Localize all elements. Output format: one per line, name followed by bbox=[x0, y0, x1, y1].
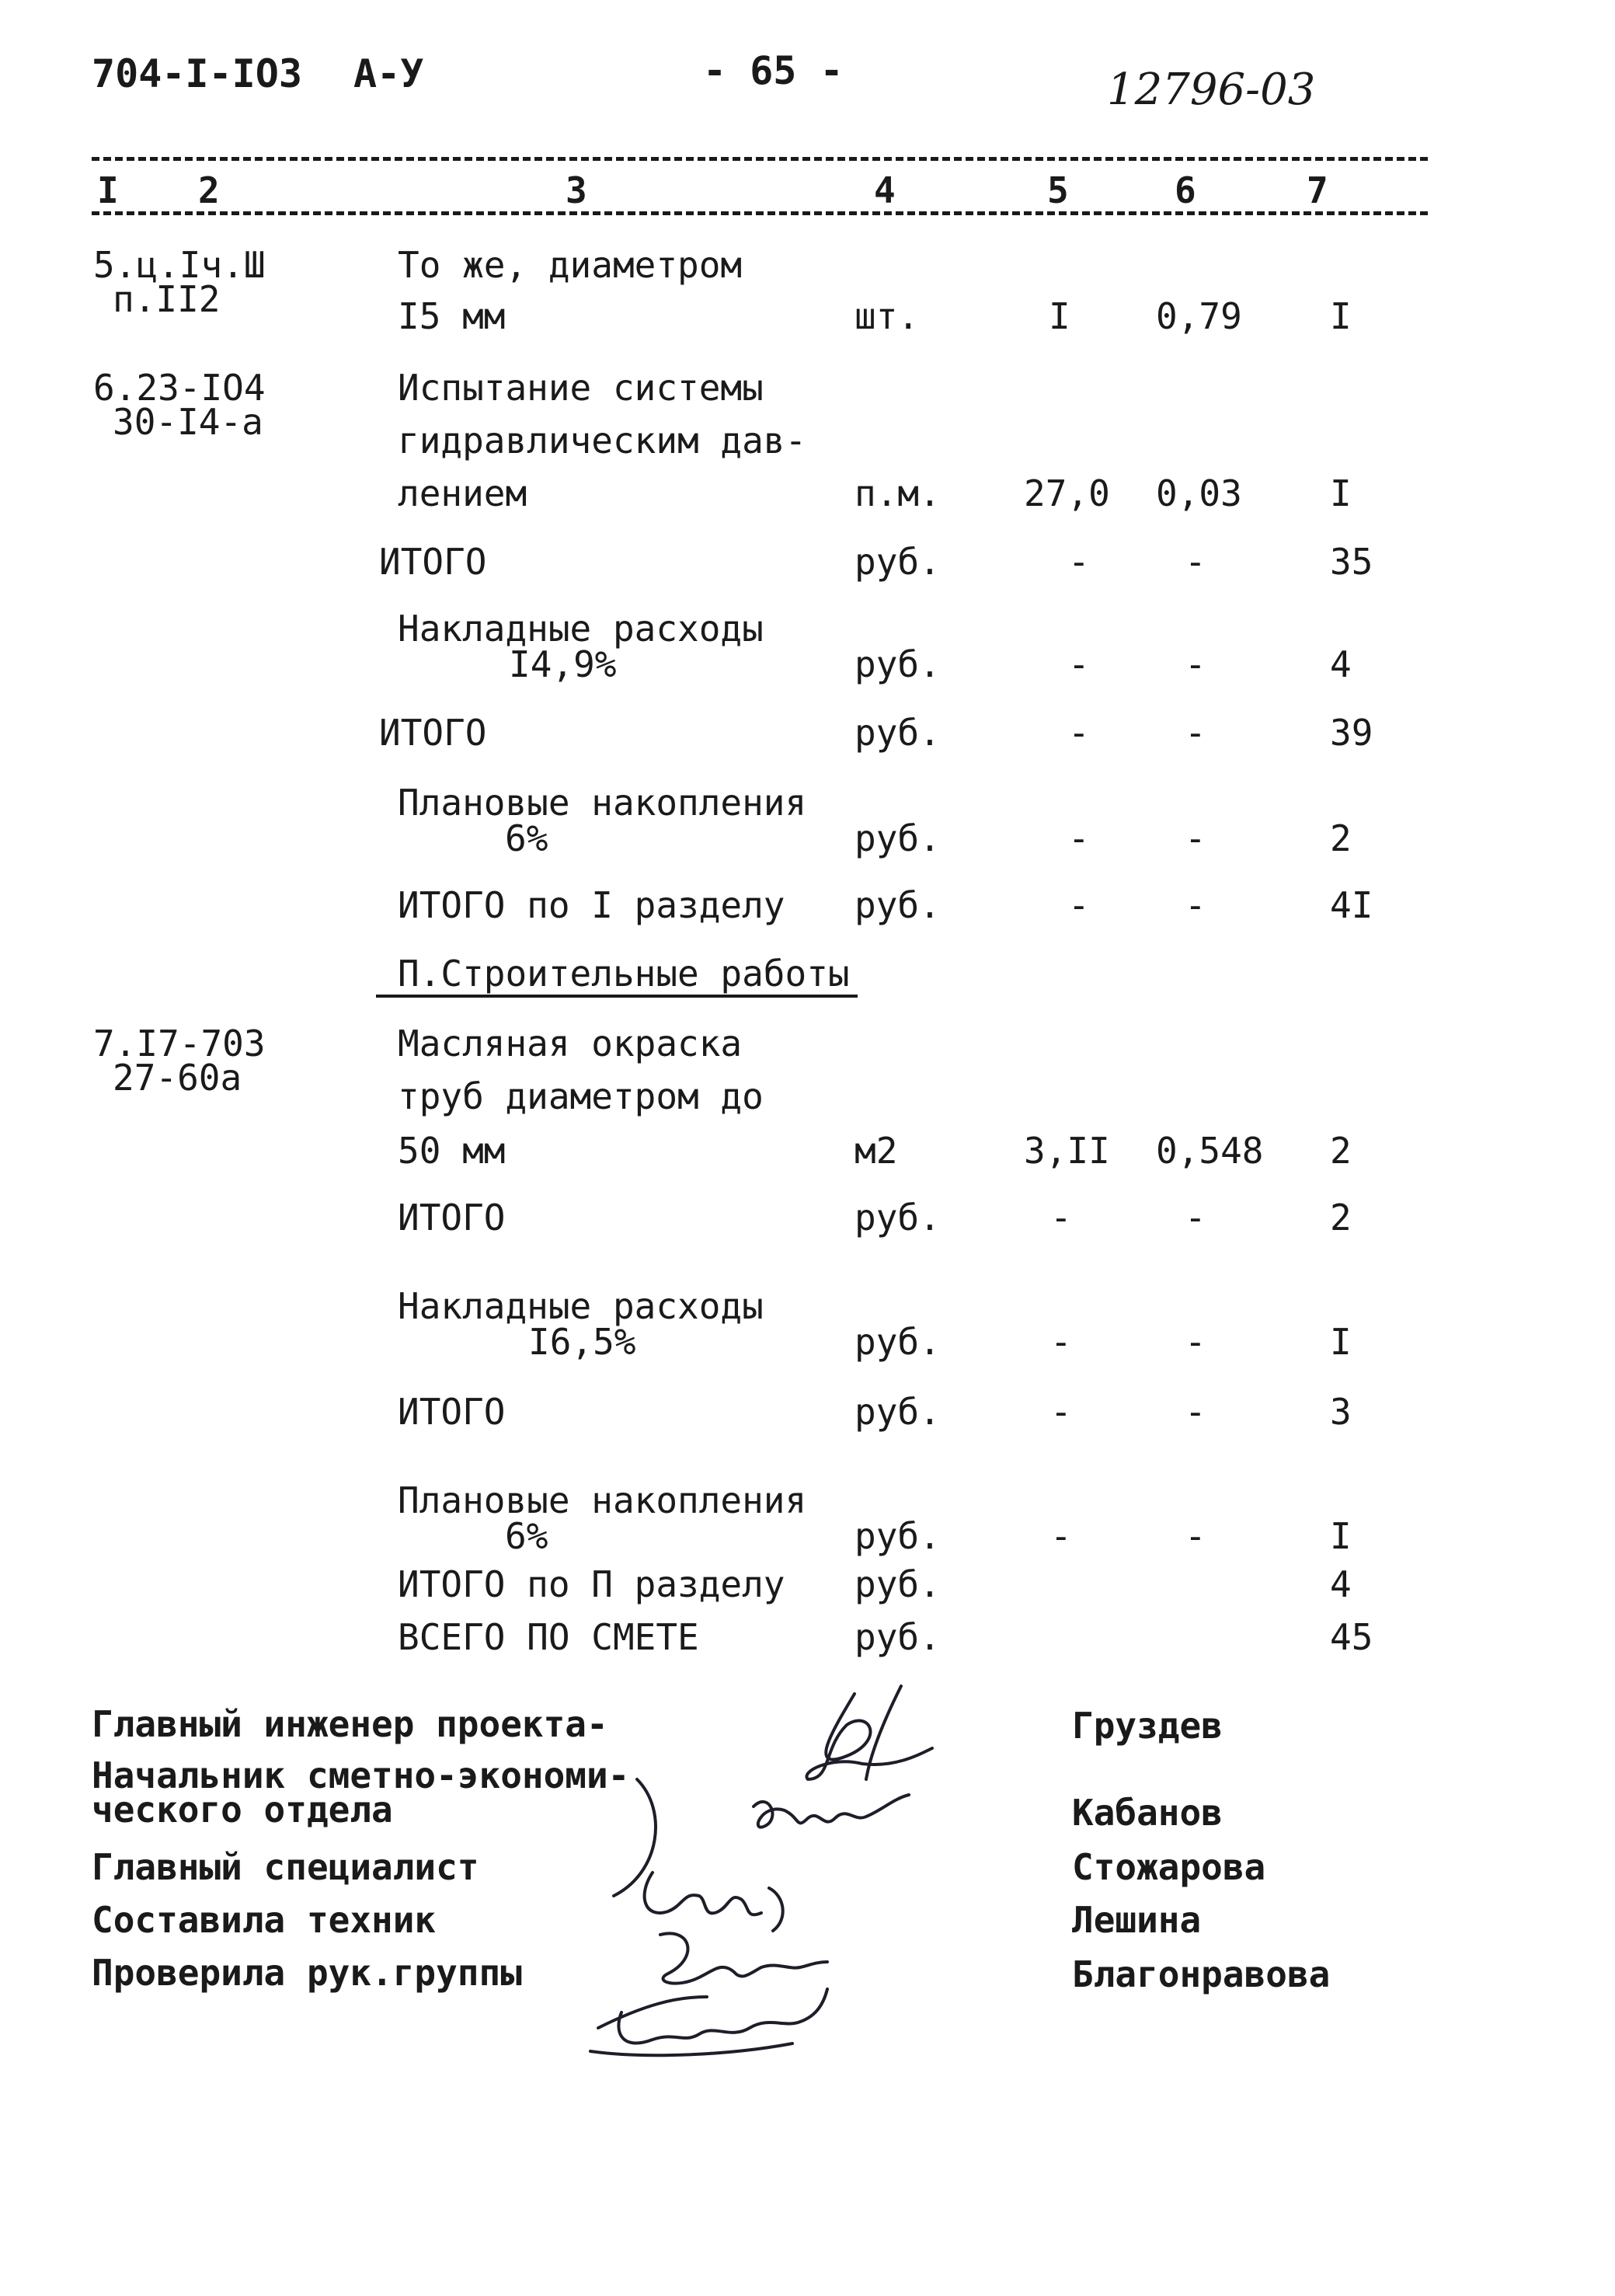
sheet-label: А-У bbox=[353, 51, 424, 96]
column-header-5: 5 bbox=[1047, 169, 1069, 211]
signature-name: Стожарова bbox=[1072, 1846, 1266, 1888]
row-desc: I5 мм bbox=[398, 295, 506, 337]
row-desc: гидравлическим дав- bbox=[398, 420, 807, 462]
section-underline bbox=[376, 995, 858, 998]
row-qty: I bbox=[1049, 295, 1070, 337]
row-price: - bbox=[1185, 1515, 1206, 1557]
row-price: - bbox=[1185, 712, 1206, 754]
row-qty: - bbox=[1068, 817, 1090, 859]
row-desc: ИТОГО bbox=[398, 1391, 506, 1433]
row-desc: ИТОГО bbox=[398, 1197, 506, 1239]
handwritten-signatures bbox=[575, 1663, 1010, 2067]
inventory-number: 12796-03 bbox=[1107, 64, 1316, 115]
row-unit: руб. bbox=[854, 643, 941, 685]
signature-role: Главный специалист bbox=[92, 1846, 479, 1888]
column-header-1: I bbox=[97, 169, 119, 211]
column-header-6: 6 bbox=[1175, 169, 1196, 211]
row-price: - bbox=[1185, 1197, 1206, 1239]
row-desc: 6% bbox=[505, 1515, 548, 1557]
header-rule-bottom bbox=[92, 211, 1428, 215]
column-header-2: 2 bbox=[198, 169, 220, 211]
row-unit: руб. bbox=[854, 1616, 941, 1658]
row-desc: 6% bbox=[505, 817, 548, 859]
row-price: - bbox=[1185, 1321, 1206, 1363]
row-desc: Испытание системы bbox=[398, 367, 764, 409]
row-price: - bbox=[1185, 817, 1206, 859]
row-price: - bbox=[1185, 541, 1206, 583]
row-unit: руб. bbox=[854, 1515, 941, 1557]
row-unit: руб. bbox=[854, 1391, 941, 1433]
signature-role: Начальник сметно-экономи- bbox=[92, 1754, 630, 1796]
row-unit: руб. bbox=[854, 884, 941, 926]
row-desc: Плановые накопления bbox=[398, 782, 807, 824]
row-desc: 50 мм bbox=[398, 1130, 506, 1172]
row-qty: 27,0 bbox=[1024, 472, 1110, 514]
column-header-7: 7 bbox=[1307, 169, 1328, 211]
row-total: I bbox=[1330, 472, 1352, 514]
signature-name: Груздев bbox=[1072, 1705, 1223, 1747]
row-price: - bbox=[1185, 643, 1206, 685]
grand-total-label: ВСЕГО ПО СМЕТЕ bbox=[398, 1616, 699, 1658]
doc-code: 704-I-IO3 bbox=[92, 51, 302, 96]
row-total: 39 bbox=[1330, 712, 1373, 754]
row-unit: п.м. bbox=[854, 472, 941, 514]
row-qty: - bbox=[1050, 1197, 1072, 1239]
row-desc: Плановые накопления bbox=[398, 1479, 807, 1521]
header-rule-top bbox=[92, 157, 1428, 161]
row-desc: ИТОГО по П разделу bbox=[398, 1563, 785, 1605]
row-unit: руб. bbox=[854, 712, 941, 754]
row-desc: I6,5% bbox=[528, 1321, 636, 1363]
row-desc: ИТОГО bbox=[379, 541, 487, 583]
row-ref: 6.23-IO4 bbox=[93, 367, 266, 409]
row-qty: 3,II bbox=[1024, 1130, 1110, 1172]
row-qty: - bbox=[1068, 643, 1090, 685]
row-ref: 30-I4-а bbox=[113, 401, 263, 443]
row-desc: Масляная окраска bbox=[398, 1023, 743, 1064]
row-qty: - bbox=[1050, 1321, 1072, 1363]
row-unit: м2 bbox=[854, 1130, 898, 1172]
row-total: I bbox=[1330, 1321, 1352, 1363]
row-desc: ИТОГО по I разделу bbox=[398, 884, 785, 926]
row-total: 2 bbox=[1330, 817, 1352, 859]
column-header-4: 4 bbox=[874, 169, 896, 211]
row-ref: 7.I7-703 bbox=[93, 1023, 266, 1064]
signature-role: Главный инженер проекта- bbox=[92, 1703, 608, 1745]
row-ref: 5.ц.Iч.Ш bbox=[93, 244, 266, 286]
row-desc: Накладные расходы bbox=[398, 1285, 764, 1327]
row-unit: шт. bbox=[854, 295, 920, 337]
row-desc: I4,9% bbox=[509, 643, 617, 685]
section-title: П.Строительные работы bbox=[398, 953, 850, 995]
signature-name: Лешина bbox=[1072, 1899, 1202, 1941]
row-total: 35 bbox=[1330, 541, 1373, 583]
signature-role: ческого отдела bbox=[92, 1789, 393, 1831]
row-desc: ИТОГО bbox=[379, 712, 487, 754]
row-qty: - bbox=[1068, 884, 1090, 926]
row-qty: - bbox=[1068, 712, 1090, 754]
grand-total-value: 45 bbox=[1330, 1616, 1373, 1658]
row-total: I bbox=[1330, 1515, 1352, 1557]
row-unit: руб. bbox=[854, 541, 941, 583]
row-total: 2 bbox=[1330, 1130, 1352, 1172]
row-total: 4 bbox=[1330, 643, 1352, 685]
row-unit: руб. bbox=[854, 1321, 941, 1363]
row-total: I bbox=[1330, 295, 1352, 337]
signature-role: Проверила рук.группы bbox=[92, 1952, 522, 1994]
signature-role: Составила техник bbox=[92, 1899, 437, 1941]
row-desc: Накладные расходы bbox=[398, 608, 764, 650]
row-price: 0,79 bbox=[1156, 295, 1242, 337]
row-price: - bbox=[1185, 884, 1206, 926]
row-total: 4 bbox=[1330, 1563, 1352, 1605]
row-unit: руб. bbox=[854, 1197, 941, 1239]
row-qty: - bbox=[1050, 1515, 1072, 1557]
row-qty: - bbox=[1068, 541, 1090, 583]
row-desc: лением bbox=[398, 472, 527, 514]
row-price: - bbox=[1185, 1391, 1206, 1433]
row-desc: труб диаметром до bbox=[398, 1075, 764, 1117]
row-unit: руб. bbox=[854, 1563, 941, 1605]
row-qty: - bbox=[1050, 1391, 1072, 1433]
row-total: 2 bbox=[1330, 1197, 1352, 1239]
row-desc: То же, диаметром bbox=[398, 244, 743, 286]
page-number: - 65 - bbox=[703, 48, 844, 93]
signature-name: Благонравова bbox=[1072, 1953, 1331, 1995]
row-ref: п.II2 bbox=[113, 278, 221, 320]
row-total: 3 bbox=[1330, 1391, 1352, 1433]
row-ref: 27-60а bbox=[113, 1057, 242, 1099]
row-price: 0,03 bbox=[1156, 472, 1242, 514]
row-unit: руб. bbox=[854, 817, 941, 859]
row-total: 4I bbox=[1330, 884, 1373, 926]
signature-name: Кабанов bbox=[1072, 1792, 1223, 1834]
row-price: 0,548 bbox=[1156, 1130, 1264, 1172]
column-header-3: 3 bbox=[566, 169, 587, 211]
